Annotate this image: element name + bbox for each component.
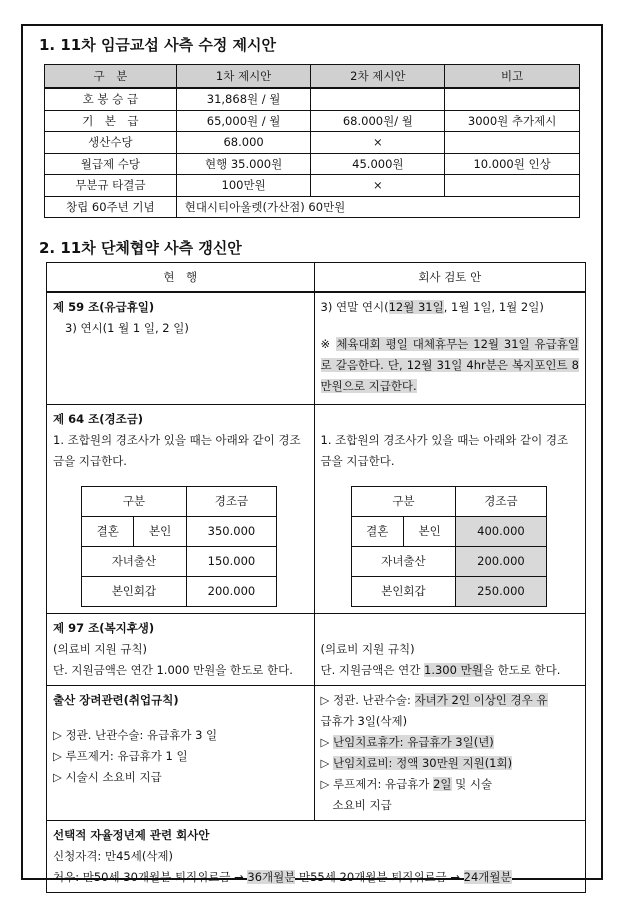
art59-note (321, 334, 579, 397)
highlight: 1.300 만원 (424, 662, 483, 677)
cell: 기 본 급 (45, 110, 177, 132)
text: 단. 지원금액은 연간 1.000 만원을 한도로 한다. (53, 662, 293, 677)
highlight: 난임치료휴가: 유급휴가 3일(년) (333, 734, 494, 749)
cell: 100만원 (176, 175, 311, 197)
cell: 150.000 (186, 546, 276, 576)
art64-proposal (314, 404, 585, 613)
table-row (47, 404, 586, 613)
cell: 본인회갑 (351, 576, 456, 606)
birth-title: 출산 장려관련(취업규칙) (53, 692, 179, 707)
cell: 무분규 타결금 (45, 175, 177, 197)
art64-proposal-text: 1. 조합원의 경조사가 있을 때는 아래와 같이 경조금을 지급한다. (320, 432, 569, 468)
cell: 본인 (134, 516, 186, 546)
text (321, 774, 579, 795)
birth-proposal (314, 685, 585, 820)
highlight: 24개월분 (463, 869, 512, 884)
cell: 경조금 (186, 486, 276, 516)
cell (445, 175, 580, 197)
section2-title: 2. 11차 단체협약 사측 갱신안 (39, 239, 242, 257)
text (321, 690, 579, 711)
table-header-row (45, 65, 580, 89)
table-row (45, 110, 580, 132)
cell: 자녀출산 (82, 546, 187, 576)
art59-proposal-text (321, 297, 579, 318)
cell: 400.000 (456, 516, 546, 546)
text: ▷ 정관. 난관수술: 유급휴가 3 일 (53, 727, 218, 742)
collective-agreement-table (46, 262, 586, 893)
cell: 250.000 (456, 576, 546, 606)
highlight: 2일 (433, 776, 452, 791)
text: ▷ 정관. 난관수술: (320, 692, 415, 707)
table-row (47, 292, 586, 404)
birth-current (47, 685, 315, 820)
cell: 생산수당 (45, 132, 177, 154)
art97-proposal (314, 613, 585, 685)
retire-title: 선택적 자율정년제 관련 회사안 (53, 827, 210, 842)
art64-title: 제 64 조(경조금) (53, 411, 144, 426)
table-row (47, 820, 586, 892)
highlight: 체육대회 평일 대체휴무는 12월 31일 유급휴일로 갈음한다. 단, 12월 31일 4hr분은 복지포인트 8만원으로 지급한다. (320, 337, 579, 393)
cell: 월급제 수당 (45, 153, 177, 175)
text (321, 660, 579, 681)
text (321, 753, 579, 774)
section1-title: 1. 11차 임금교섭 사측 수정 제시안 (39, 36, 277, 54)
text: 을 한도로 한다. (482, 662, 561, 677)
text: ▷ (320, 755, 334, 770)
text: (의료비 지원 규칙) (53, 641, 148, 656)
art64-current-subtable (81, 486, 277, 607)
art64-current-text: 1. 조합원의 경조사가 있을 때는 아래와 같이 경조금을 지급한다. (53, 432, 301, 468)
text (321, 732, 579, 753)
text (53, 867, 579, 888)
cell: 31,868원 / 월 (176, 88, 311, 110)
cell: 현대시티아울렛(가산점) 60만원 (176, 196, 579, 218)
cell: 자녀출산 (351, 546, 456, 576)
text: 단. 지원금액은 연간 (320, 662, 425, 677)
table-row (45, 196, 580, 218)
cell: 본인회갑 (82, 576, 187, 606)
header-second: 2차 제시안 (311, 65, 445, 89)
retire-cell (47, 820, 586, 892)
highlight: 난임치료비: 정액 30만원 지원(1회) (333, 755, 513, 770)
cell: 350.000 (186, 516, 276, 546)
art59-title: 제 59 조(유급휴일) (53, 300, 155, 314)
table-row (45, 132, 580, 154)
cell: 본인 (403, 516, 455, 546)
text: 만55세 20개월분 퇴직위로금 → (295, 869, 464, 884)
text: ▷ 시술시 소요비 지급 (53, 769, 162, 784)
cell: 45.000원 (311, 153, 445, 175)
cell: 구분 (351, 486, 456, 516)
highlight: 36개월분 (247, 869, 296, 884)
cell (311, 88, 445, 110)
cell: 68.000원/ 월 (311, 110, 445, 132)
art59-proposal (314, 292, 585, 404)
text: , 1월 1일, 1월 2일) (443, 300, 544, 314)
art59-current (47, 292, 315, 404)
cell: 경조금 (456, 486, 546, 516)
text: 처우: 만50세 30개월분 퇴직위로금 → (53, 869, 248, 884)
art64-current (47, 404, 315, 613)
text: (의료비 지원 규칙) (320, 641, 415, 656)
cell: 창립 60주년 기념 (45, 196, 177, 218)
text: 신청자격: 만45세(삭제) (53, 848, 174, 863)
table-row (45, 88, 580, 110)
table-row (45, 153, 580, 175)
text: ▷ 루프제거: 유급휴가 1 일 (53, 748, 188, 763)
cell: 결혼 (82, 516, 134, 546)
cell: × (311, 132, 445, 154)
cell (445, 132, 580, 154)
art59-current-text: 3) 연시(1 월 1 일, 2 일) (65, 321, 189, 335)
text: ※ (320, 337, 337, 351)
cell: 200.000 (186, 576, 276, 606)
text: 소요비 지급 (332, 797, 392, 812)
cell: × (311, 175, 445, 197)
wage-proposal-table (44, 64, 580, 218)
table-header-row (47, 263, 586, 293)
table-row (47, 685, 586, 820)
header-first: 1차 제시안 (176, 65, 311, 89)
cell: 결혼 (351, 516, 403, 546)
cell: 구분 (82, 486, 187, 516)
text: ▷ (320, 734, 334, 749)
table-row (47, 613, 586, 685)
cell: 3000원 추가제시 (445, 110, 580, 132)
art97-title: 제 97 조(복지후생) (53, 620, 155, 635)
cell: 10.000원 인상 (445, 153, 580, 175)
highlight: 자녀가 2인 이상인 경우 유 (414, 692, 548, 707)
header-current: 현 행 (47, 263, 315, 293)
text: ▷ 루프제거: 유급휴가 (320, 776, 434, 791)
cell: 68.000 (176, 132, 311, 154)
art64-proposal-subtable (351, 486, 547, 607)
cell: 호 봉 승 급 (45, 88, 177, 110)
cell: 200.000 (456, 546, 546, 576)
cell (445, 88, 580, 110)
header-category: 구 분 (45, 65, 177, 89)
highlight: 12월 31일 (388, 300, 444, 314)
art97-current (47, 613, 315, 685)
cell: 현행 35.000원 (176, 153, 311, 175)
text: 급휴가 3일(삭제) (320, 713, 408, 728)
header-note: 비고 (445, 65, 580, 89)
text: 3) 연말 연시( (320, 300, 389, 314)
cell: 65,000원 / 월 (176, 110, 311, 132)
text: 및 시술 (451, 776, 493, 791)
table-row (45, 175, 580, 197)
header-proposal: 회사 검토 안 (314, 263, 585, 293)
